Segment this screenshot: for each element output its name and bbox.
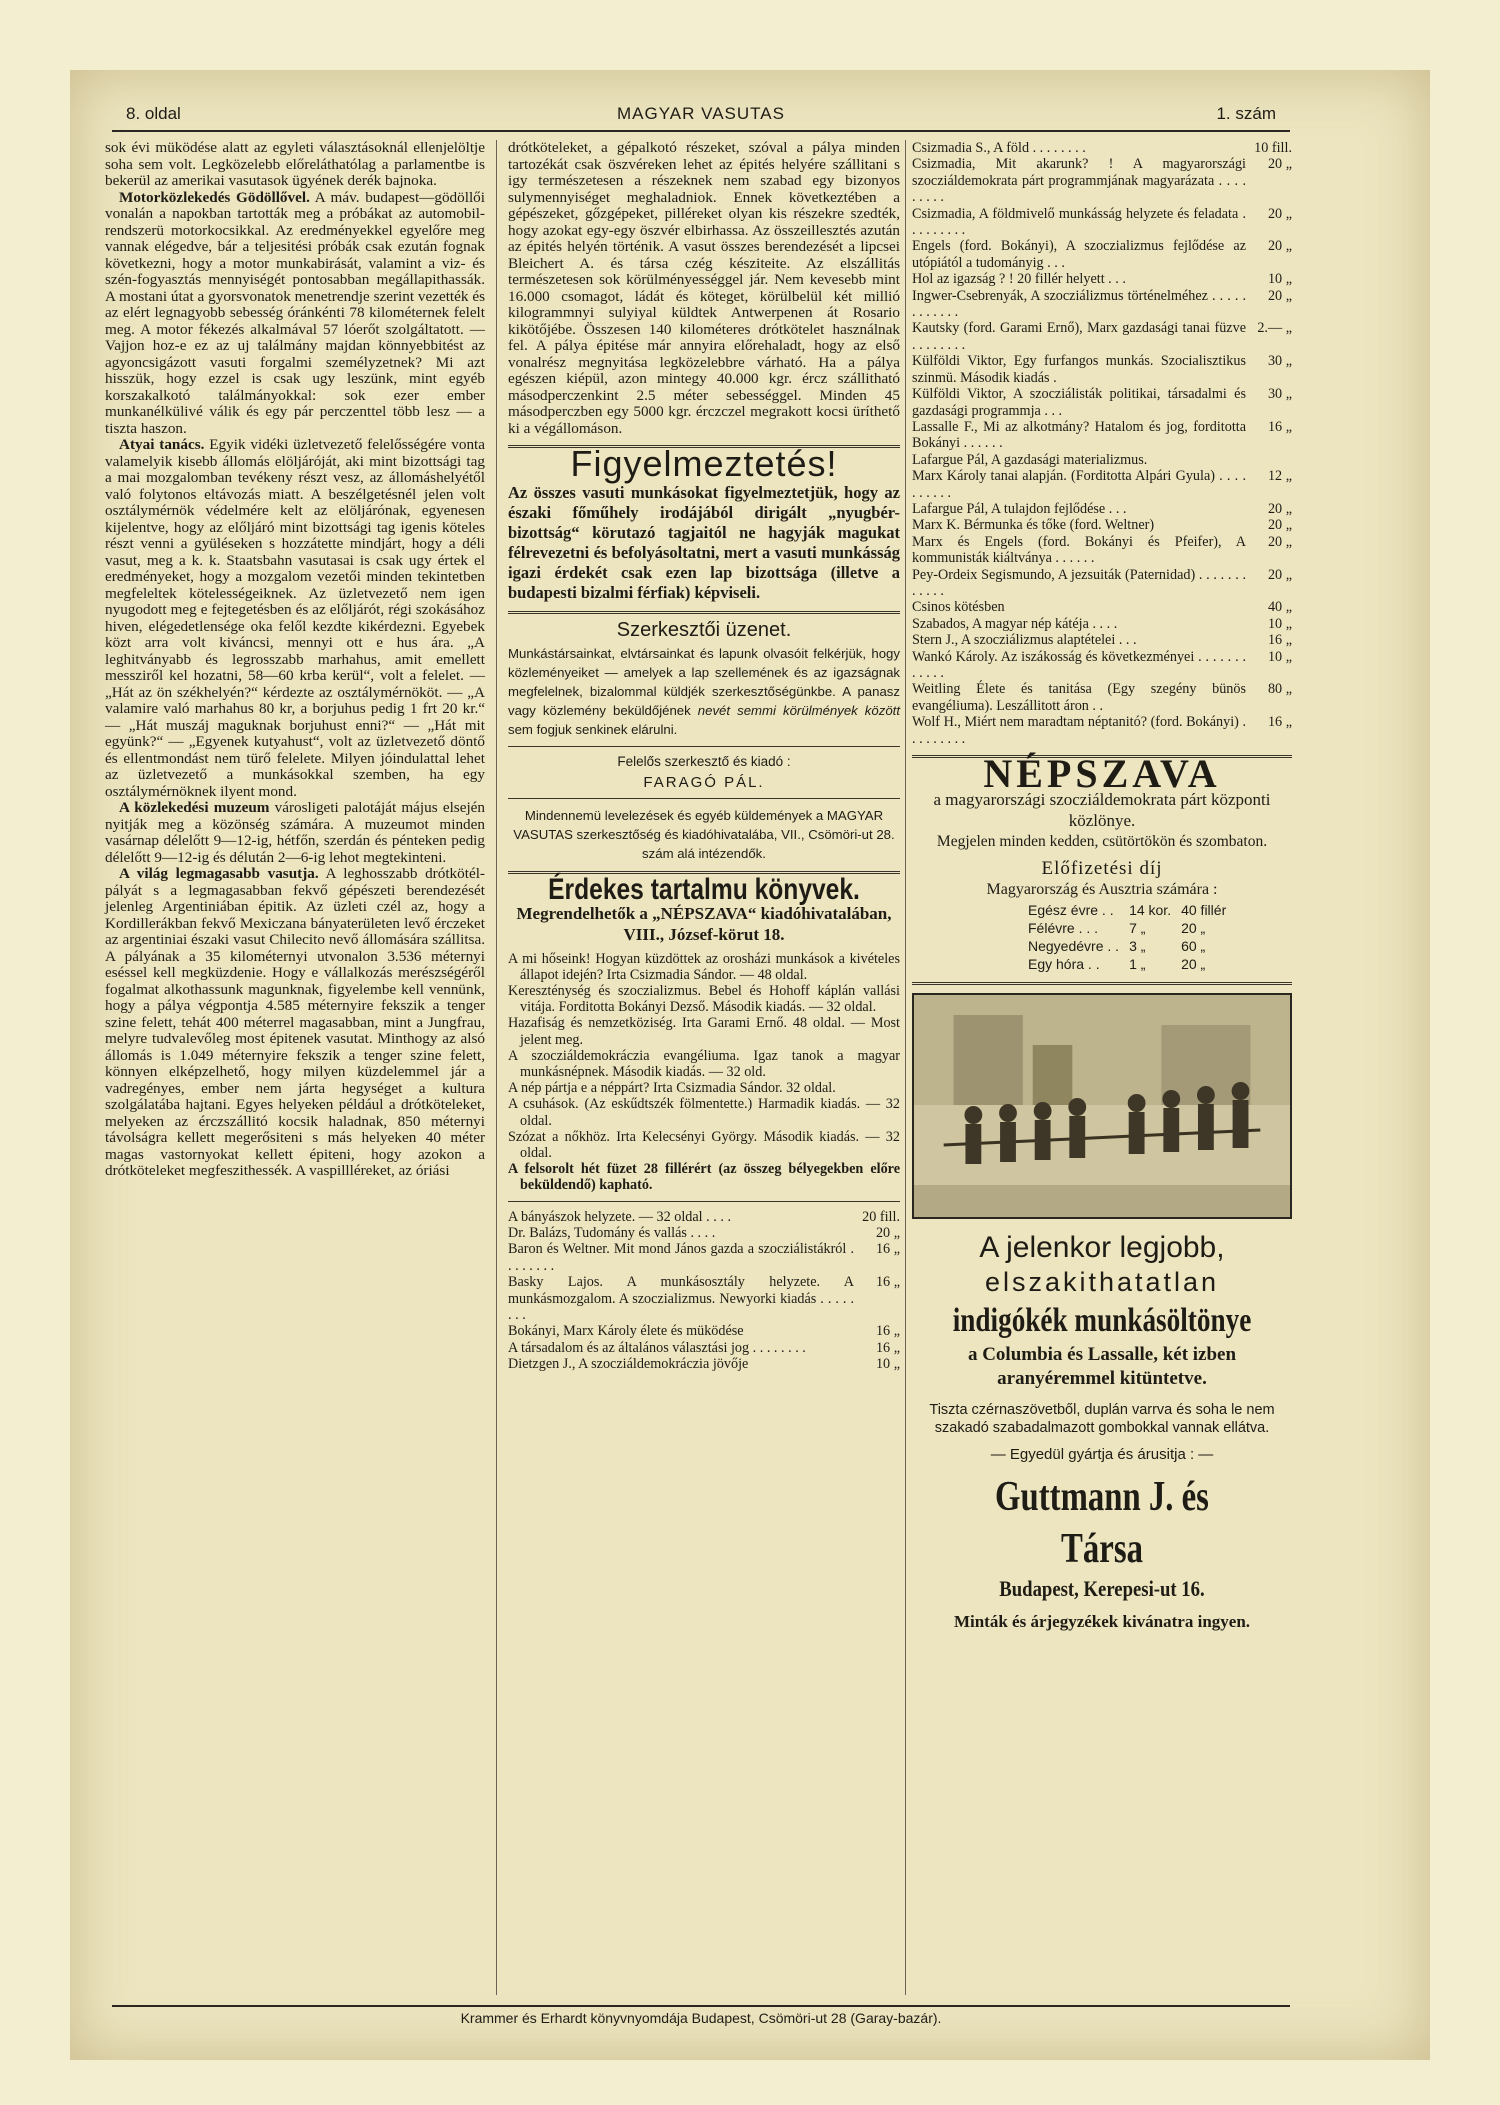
article-paragraph bbox=[105, 190, 485, 438]
editor-message-title: Szerkesztői üzenet. bbox=[616, 618, 792, 641]
subscription-table bbox=[1022, 900, 1232, 974]
list-item: Baron és Weltner. Mit mond János gazda a szocziálistákról . . . . . . . . 16 „ bbox=[508, 1241, 900, 1274]
list-item: Engels (ford. Bokányi), A szoczializmus fejlődése az utópiától a tudományig . . . 20 „ bbox=[912, 238, 1292, 271]
list-item: A bányászok helyzete. — 32 oldal . . . . 20 fill. bbox=[508, 1208, 900, 1225]
list-item: A nép pártja e a néppárt? Irta Csizmadia Sándor. 32 oldal. bbox=[508, 1080, 836, 1097]
editor-label: Felelős szerkesztő és kiadó : bbox=[617, 754, 791, 769]
warning-text: Az összes vasuti munkásokat figyelmeztetjük, hogy az északi főműhely irodájából dirigált „nyugbér-bizottság“ körutazó tagjaitól ne hagyják magukat félrevezetni és befolyásoltatni, mert a vasuti munkásság igazi érdekét csak ezen lap bizottsága (illetve a budapesti bizalmi férfiak) képviseli. bbox=[508, 482, 900, 602]
engraving-illustration bbox=[912, 993, 1292, 1219]
priced-book-list bbox=[508, 1209, 900, 1373]
list-item: Kautsky (ford. Garami Ernő), Marx gazdasági tanai füzve . . . . . . . . 2.— „ bbox=[912, 320, 1292, 353]
printer-footer: Krammer és Erhardt könyvnyomdája Budapest, Csömöri-ut 28 (Garay-bazár). bbox=[112, 2005, 1290, 2026]
subscription-title: Előfizetési díj bbox=[1041, 857, 1163, 879]
page-header bbox=[112, 102, 1290, 132]
list-item: Csizmadia, Mit akarunk? ! A magyarországi szocziáldemokrata párt programmjának magyarázata . . . . . . . . . 20 „ bbox=[912, 156, 1292, 206]
ad-line: A jelenkor legjobb, bbox=[979, 1230, 1225, 1264]
article-paragraph: sok évi müködése alatt az egyleti választásoknál ellenjelöltje soha sem volt. Legközelebb előreláthatólag a parlamentbe is bekerül az amerikai vasutasok ügyének derék bajnoka. bbox=[105, 139, 485, 189]
list-item: Külföldi Viktor, A szocziálisták politikai, társadalmi és gazdasági programmja . . . 30 „ bbox=[912, 386, 1292, 419]
book-price-list bbox=[912, 140, 1292, 747]
warning-title: Figyelmeztetés! bbox=[570, 443, 838, 484]
list-item: Hol az igazság ? ! 20 fillér helyett . . . 10 „ bbox=[912, 271, 1292, 288]
article-paragraph bbox=[105, 800, 485, 866]
list-item: Basky Lajos. A munkásosztály helyzete. A munkásmozgalom. A szoczializmus. Newyorki kiadás . . . . . . . . 16 „ bbox=[508, 1274, 900, 1323]
list-item: Külföldi Viktor, Egy furfangos munkás. Szocialisztikus szinmü. Második kiadás . 30 „ bbox=[912, 353, 1292, 386]
list-item: Lafargue Pál, A tulajdon fejlődése . . . 20 „ bbox=[912, 500, 1292, 517]
article-heading: A közlekedési muzeum bbox=[119, 799, 270, 816]
ad-seller-label: — Egyedül gyártja és árusitja : — bbox=[990, 1445, 1214, 1463]
list-item: Marx Károly tanai alapján. (Forditotta Alpári Gyula) . . . . . . . . . . 12 „ bbox=[912, 468, 1292, 501]
column-divider bbox=[496, 140, 497, 1995]
book-list bbox=[508, 951, 900, 1194]
table-row: Félévre . . . 7 „ 20 „ bbox=[1028, 919, 1206, 936]
list-item: Kereszténység és szoczializmus. Bebel és Hohoff káplán vallási vitája. Forditotta Bokányi Dezső. Második kiadás. — 32 oldal. bbox=[508, 982, 900, 1016]
list-item: Lassalle F., Mi az alkotmány? Hatalom és jog, forditotta Bokányi . . . . . . 16 „ bbox=[912, 418, 1292, 452]
editor-message: Munkástársainkat, elvtársainkat és lapunk olvasóit felkérjük, hogy közleményeiket — amelyek a lap szellemének és az igazságnak megfelelnek, bizalommal küldjék szerkesztőségünkbe. A panasz vagy közlemény beküldőjének nevét semmi körülmények között sem fogjuk senkinek elárulni. bbox=[508, 646, 900, 737]
article-body: városligeti palotáját május elsején nyitják meg a közönség számára. A muzeumot minden vasárnap délelőtt 9—12-ig, hétfőn, szerdán és pénteken pedig délelőtt 9—12-ig és délután 2—6-ig lehot megtekinteni. bbox=[105, 799, 485, 866]
divider bbox=[508, 746, 900, 747]
list-item: Wolf H., Miért nem maradtam néptanitó? (ford. Bokányi) . . . . . . . . . 16 „ bbox=[912, 714, 1292, 747]
article-paragraph bbox=[105, 437, 485, 800]
column-divider bbox=[905, 140, 906, 1995]
list-item: Wankó Károly. Az iszákosság és következményei . . . . . . . . . . . . 10 „ bbox=[912, 648, 1292, 681]
list-item: Szabados, A magyar nép kátéja . . . . 10 „ bbox=[912, 615, 1292, 632]
divider bbox=[912, 982, 1292, 985]
divider bbox=[508, 611, 900, 614]
column-3 bbox=[912, 140, 1292, 1633]
list-item: Lafargue Pál, A gazdasági materializmus. bbox=[912, 451, 1148, 468]
list-item: Bokányi, Marx Károly élete és müködése 16 „ bbox=[508, 1323, 900, 1340]
editor-name: FARAGÓ PÁL. bbox=[643, 773, 765, 791]
nepszava-title: NÉPSZAVA bbox=[983, 751, 1221, 797]
nepszava-days: Megjelen minden kedden, csütörtökön és szombaton. bbox=[936, 832, 1268, 850]
ad-address: Budapest, Kerepesi-ut 16. bbox=[999, 1576, 1205, 1602]
list-item: Ingwer-Csebrenyák, A szocziálizmus történelméhez . . . . . . . . . . . . 20 „ bbox=[912, 287, 1292, 321]
books-title: Érdekes tartalmu könyvek. bbox=[548, 873, 860, 906]
newspaper-title: MAGYAR VASUTAS bbox=[617, 104, 785, 123]
article-paragraph bbox=[105, 866, 485, 1180]
divider bbox=[508, 1201, 900, 1202]
ad-award: a Columbia és Lassalle, két izben aranyéremmel kitüntetve. bbox=[967, 1343, 1237, 1389]
mail-notice: Mindennemü levelezések és egyéb küldemények a MAGYAR VASUTAS szerkesztőség és kiadóhivatalába, VII., Csömöri-ut 28. szám alá intézendők. bbox=[513, 808, 895, 861]
list-item: Csinos kötésben 40 „ bbox=[912, 599, 1292, 616]
ad-company: Guttmann J. és Társa bbox=[995, 1474, 1209, 1573]
table-row: Egy hóra . . 1 „ 20 „ bbox=[1028, 955, 1206, 972]
list-item: A szocziáldemokráczia evangéliuma. Igaz tanok a magyar munkásnépnek. Második kiadás. — 32 old. bbox=[508, 1047, 900, 1080]
table-row: Egész évre . . 14 kor. 40 fillér bbox=[1028, 901, 1227, 918]
article-body: A máv. budapest—gödöllői vonalán a napokban tartották meg a próbákat az automobil-rendszerü motorkocsikkal. Az eredményekkel egyelőre meg vannak elégedve, bár a teljesitési próbák csak ezután fognak következni, hogy a motor munkabirását, valamint a viz- és szén-fogyasztás mennyiségét pontosabban megállapithassák. A mostani útat a gyorsvonatok menetrendje szerint vezették és az elért legnagyobb sebesség óránkénti 78 kilométernek felelt meg. A motor fékezés alkalmával 57 lóerőt szolgáltatott. — Vajjon hoz-e ez az uj találmány majdan könnyebbitést az agyoncsigázott vasuti forgalmi személyzetnek? Mi azt hisszük, hogy ezzel is csak ugy leszünk, mint egyéb korszakalkotó találmányokkal: sok ezer ember munkanélkülivé válik és egy pár perczenttel több lesz — a tiszta haszon. bbox=[105, 188, 485, 437]
list-item: Dietzgen J., A szocziáldemokráczia jövője 10 „ bbox=[508, 1356, 900, 1373]
order-info: Megrendelhetők a „NÉPSZAVA“ kiadóhivatalában, VIII., József-körut 18. bbox=[516, 903, 892, 944]
ad-description: Tiszta czérnaszövetből, duplán varrva és soha le nem szakadó szabadalmazott gombokkal vannak ellátva. bbox=[929, 1401, 1275, 1436]
nepszava-subtitle: a magyarországi szocziáldemokrata párt központi közlönye. bbox=[933, 789, 1271, 830]
divider bbox=[508, 798, 900, 799]
list-item: Szózat a nőkhöz. Irta Kelecsényi György. Második kiadás. — 32 oldal. bbox=[508, 1128, 900, 1161]
issue-number: 1. szám bbox=[1216, 104, 1276, 123]
column-2 bbox=[508, 140, 900, 1373]
list-item: Csizmadia, A földmivelő munkásság helyzete és feladata . . . . . . . . . 20 „ bbox=[912, 205, 1292, 239]
list-item: Hazafiság és nemzetköziség. Irta Garami Ernő. 48 oldal. — Most jelent meg. bbox=[508, 1015, 900, 1048]
list-item: Csizmadia S., A föld . . . . . . . . 10 fill. bbox=[912, 140, 1292, 156]
column-1 bbox=[105, 140, 485, 1180]
list-item: Weitling Élete és tanitása (Egy szegény bünös evangéliuma). Leszállitott áron . . 80 „ bbox=[912, 681, 1292, 714]
list-item: Marx K. Bérmunka és tőke (ford. Weltner) 20 „ bbox=[912, 517, 1292, 534]
page-number: 8. oldal bbox=[126, 104, 181, 123]
ad-offer: Minták és árjegyzékek kivánatra ingyen. bbox=[953, 1612, 1251, 1632]
list-item: Marx és Engels (ford. Bokányi és Pfeifer), A kommunisták kiáltványa . . . . . . 20 „ bbox=[912, 533, 1292, 567]
article-body: A leghosszabb drótkötél-pályát s a legmagasabban fekvő gépészeti berendezését jelenleg Argentiniában épitik. Az üzleti czél az, hogy a Kordillerákban fekvő Mexiczana bányaterületen levő érczeket az argentiniai északi vasut Chilecito nevő állomására szállitsa. A pályának a 35 kilométernyi utvonalon 3.536 méternyi eséssel kell megküzdenie. Hogy e vállalkozás merészségéről fogalmat alkothassunk magunknak, figyelembe kell vennünk, hogy a pálya végpontja 4.585 méternyire fekszik a tenger szine felett, tehát 400 méterrel magasabban, mint a Jungfrau, melyre tudvalevőleg most épitenek vasutat. Minthogy az alsó állomás is 1.049 méternyire fekszik a tenger szine felett, könnyen elképzelhető, hogy milyen küzdelemmel jár a vadregényes, ember nem járta hegységet a kultura szolgálatába hajtani. Egyes helyeken például a drótköteleket, melyeken az érczszállitó kocsik haladnak, 850 méternyi távolságra kellett megerősiteni s más helyeken 40 méter magas vastornyokat kellett épiteni, hogy azokon a drótköteleket megfeszithessék. A vaspillléreket, az óriási bbox=[105, 865, 485, 1179]
list-item: Stern J., A szocziálizmus alaptételei . . . 16 „ bbox=[912, 632, 1292, 649]
list-item: A felsorolt hét füzet 28 fillérért (az összeg bélyegekben előre beküldendő) kapható. bbox=[508, 1161, 900, 1194]
list-item: A mi hőseink! Hogyan küzdöttek az orosházi munkások a kivételes állapot idején? Irta Csizmadia Sándor. — 48 oldal. bbox=[508, 950, 900, 983]
list-item: A társadalom és az általános választási jog . . . . . . . . 16 „ bbox=[508, 1339, 900, 1356]
list-item: Pey-Ordeix Segismundo, A jezsuiták (Paternidad) . . . . . . . . . . . . 20 „ bbox=[912, 566, 1292, 599]
list-item: Dr. Balázs, Tudomány és vallás . . . . 20 „ bbox=[508, 1224, 900, 1241]
article-heading: A világ legmagasabb vasutja. bbox=[119, 865, 319, 882]
article-heading: Motorközlekedés Gödöllővel. bbox=[119, 188, 310, 206]
article-heading: Atyai tanács. bbox=[119, 436, 205, 453]
subscription-region: Magyarország és Ausztria számára : bbox=[986, 880, 1218, 898]
article-body: Egyik vidéki üzletvezető felelősségére vonta valamelyik kisebb állomás elöljáróját, aki mint bizottsági tag a mai mozgalomban tevékeny részt vesz, az állomáshelyétől való folytonos eltávozás miatt. A beszélgetésnél jelen volt osztálymérnök védelmére kelt az elöljárónak, egyenesen kijelentve, hogy az előljáró mint bizottsági tag igenis köteles részt venni a gyüléseken s hozzátette mindjárt, hogy a déli vasut, meg a k. k. Staatsbahn vasutasai is csak ugy értek el eredményeket, hogy a mozgalom vezetői minden tekintetben megfeleltek kötelességeiknek. Az üzletvezető nem igen nyugodott meg e fejtegetésben és az előljárót, régi szokásához hiven, elégedetlensége oka felől kezdte kikérdezni. Egyebek közt arra volt kiváncsi, mennyi ott e hus ára. „A leghitványabb és legrosszabb marhahus, amit emellett messziről kel hozatni, 58—60 krba kerül“, volt a felelet. — „Hát az ön székhelyén?“ kérdezte az osztálymérnököt. — „A valamire való marhahus 80 kr, a borjuhus pedig 1 frt 20 kr.“ — „Hát muszáj maguknak borjuhust enni?“ — „Hát mit együnk?“ — „Egyenek kutyahust“, volt az üzletvezető döntő és ellentmondást nem türő felelete. Milyen jóindulattal lehet az üzletvezető a munkásokkal szemben, ha egy osztálymérnöknek ilyent mond. bbox=[105, 436, 486, 800]
ad-line: elszakithatatlan bbox=[984, 1266, 1220, 1297]
list-item: A csuhások. (Az eskűdtszék fölmentette.) Harmadik kiadás. — 32 oldal. bbox=[508, 1096, 900, 1129]
ad-product: indigókék munkásöltönye bbox=[952, 1301, 1252, 1339]
article-paragraph: drótköteleket, a gépalkotó részeket, szóval a pálya minden tartozékát csak öszvéreken lehet az épités helyére szállitani s igy természetesen a részeknek nem szabad egy bizonyos sulymennyiséget meghaladniok. Ennek következtében a gépészeket, gőzgépeket, pilléreket olyan kis részekre szedték, hogy azokat egy-egy öszvér elbirhassa. Az összeillesztés azután az épités helyén történik. A vasut összes berendezését a lipcsei Bleichert A. és társa czég késziteite. Az elszállitás természetesen sok körülményességgel jár. Nem kevesebb mint 16.000 csomagot, ládát és köteget, körülbelül két millió kilogrammnyi sulyiyal küldtek Antwerpenen át Rosario kikötőjébe. Összesen 140 kilométeres drótkötelet használnak fel. A pálya épitése már annyira előrehaladt, hogy az első vonalrész megnyitása legközelebbre várható. Ha a pálya egészen kiépül, azon mintegy 40.000 kgr. ércz szállitható másodperczenkint 2.5 méter sebességgel. Minden 45 másodperczben egy 5000 kgr. érczczel megrakott kocsi üríthető ki a végállomáson. bbox=[508, 139, 900, 437]
table-row: Negyedévre . . 3 „ 60 „ bbox=[1028, 937, 1206, 954]
tug-of-war-illustration bbox=[914, 995, 1290, 1217]
